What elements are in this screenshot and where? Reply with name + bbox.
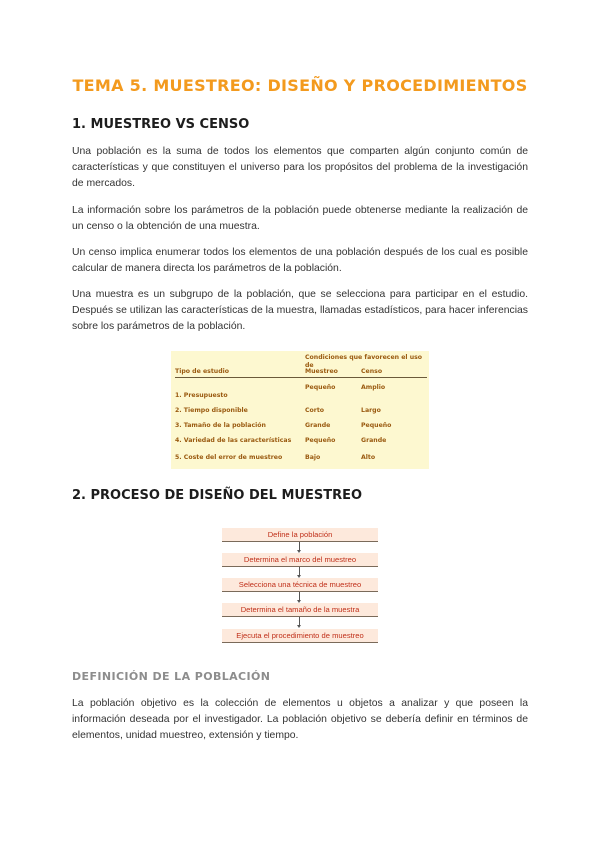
- table-cell-muestreo: Pequeño: [305, 384, 336, 391]
- table-cell-censo: Largo: [361, 407, 381, 414]
- muestreo-censo-table: [171, 351, 429, 469]
- paragraph-censo: Un censo implica enumerar todos los elementos de una población después de los cual es posible calcular de manera directa los parámetros de la población.: [72, 247, 528, 274]
- flow-step: Determina el tamaño de la muestra: [222, 603, 378, 617]
- flow-step: Define la población: [222, 528, 378, 542]
- flow-arrow: [299, 617, 300, 626]
- table-cell-tipo: 2. Tiempo disponible: [175, 407, 248, 414]
- flow-step: Ejecuta el procedimiento de muestreo: [222, 629, 378, 643]
- table-col-tipo: Tipo de estudio: [175, 368, 229, 375]
- flow-arrow: [299, 592, 300, 601]
- page-title: TEMA 5. MUESTREO: DISEÑO Y PROCEDIMIENTOS: [72, 76, 528, 95]
- paragraph-poblacion: Una población es la suma de todos los elementos que comparten algún conjunto común de características y que constituyen el universo para los propósitos del problema de la investigación de mercados.: [72, 146, 528, 189]
- flow-arrow: [299, 542, 300, 551]
- section-heading-proceso-diseno: 2. PROCESO DE DISEÑO DEL MUESTREO: [72, 488, 363, 503]
- table-group-header: Condiciones que favorecen el uso de: [305, 354, 423, 369]
- paragraph-poblacion-objetivo: La población objetivo es la colección de elementos u objetos a analizar y que poseen la información deseada por el investigador. La población objetivo se debería definir en términos de elementos, unidad muestreo, extensión y tiempo.: [72, 698, 528, 741]
- table-cell-censo: Amplio: [361, 384, 386, 391]
- table-cell-censo: Alto: [361, 454, 376, 461]
- table-cell-muestreo: Pequeño: [305, 437, 336, 444]
- table-cell-muestreo: Bajo: [305, 454, 321, 461]
- table-cell-tipo: 4. Variedad de las características: [175, 437, 292, 444]
- table-col-censo: Censo: [361, 368, 383, 375]
- table-cell-muestreo: Corto: [305, 407, 325, 414]
- table-cell-censo: Grande: [361, 437, 387, 444]
- flow-step: Selecciona una técnica de muestreo: [222, 578, 378, 592]
- table-cell-tipo: 1. Presupuesto: [175, 392, 228, 399]
- table-cell-tipo: 5. Coste del error de muestreo: [175, 454, 283, 461]
- section-heading-muestreo-vs-censo: 1. MUESTREO VS CENSO: [72, 117, 250, 132]
- paragraph-parametros: La información sobre los parámetros de la población puede obtenerse mediante la realización de un censo o la obtención de una muestra.: [72, 205, 528, 232]
- sampling-process-diagram: [222, 525, 378, 647]
- table-cell-censo: Pequeño: [361, 422, 392, 429]
- flow-step: Determina el marco del muestreo: [222, 553, 378, 567]
- table-col-muestreo: Muestreo: [305, 368, 338, 375]
- paragraph-muestra: Una muestra es un subgrupo de la población, que se selecciona para participar en el estudio. Después se utilizan las características de la muestra, llamadas estadísticos, para hacer inferencias sobre los parámetros de la población.: [72, 289, 528, 332]
- table-cell-tipo: 3. Tamaño de la población: [175, 422, 266, 429]
- table-header-rule: [175, 377, 427, 378]
- table-cell-muestreo: Grande: [305, 422, 331, 429]
- flow-arrow: [299, 567, 300, 576]
- section-heading-definicion-poblacion: DEFINICIÓN DE LA POBLACIÓN: [72, 670, 271, 683]
